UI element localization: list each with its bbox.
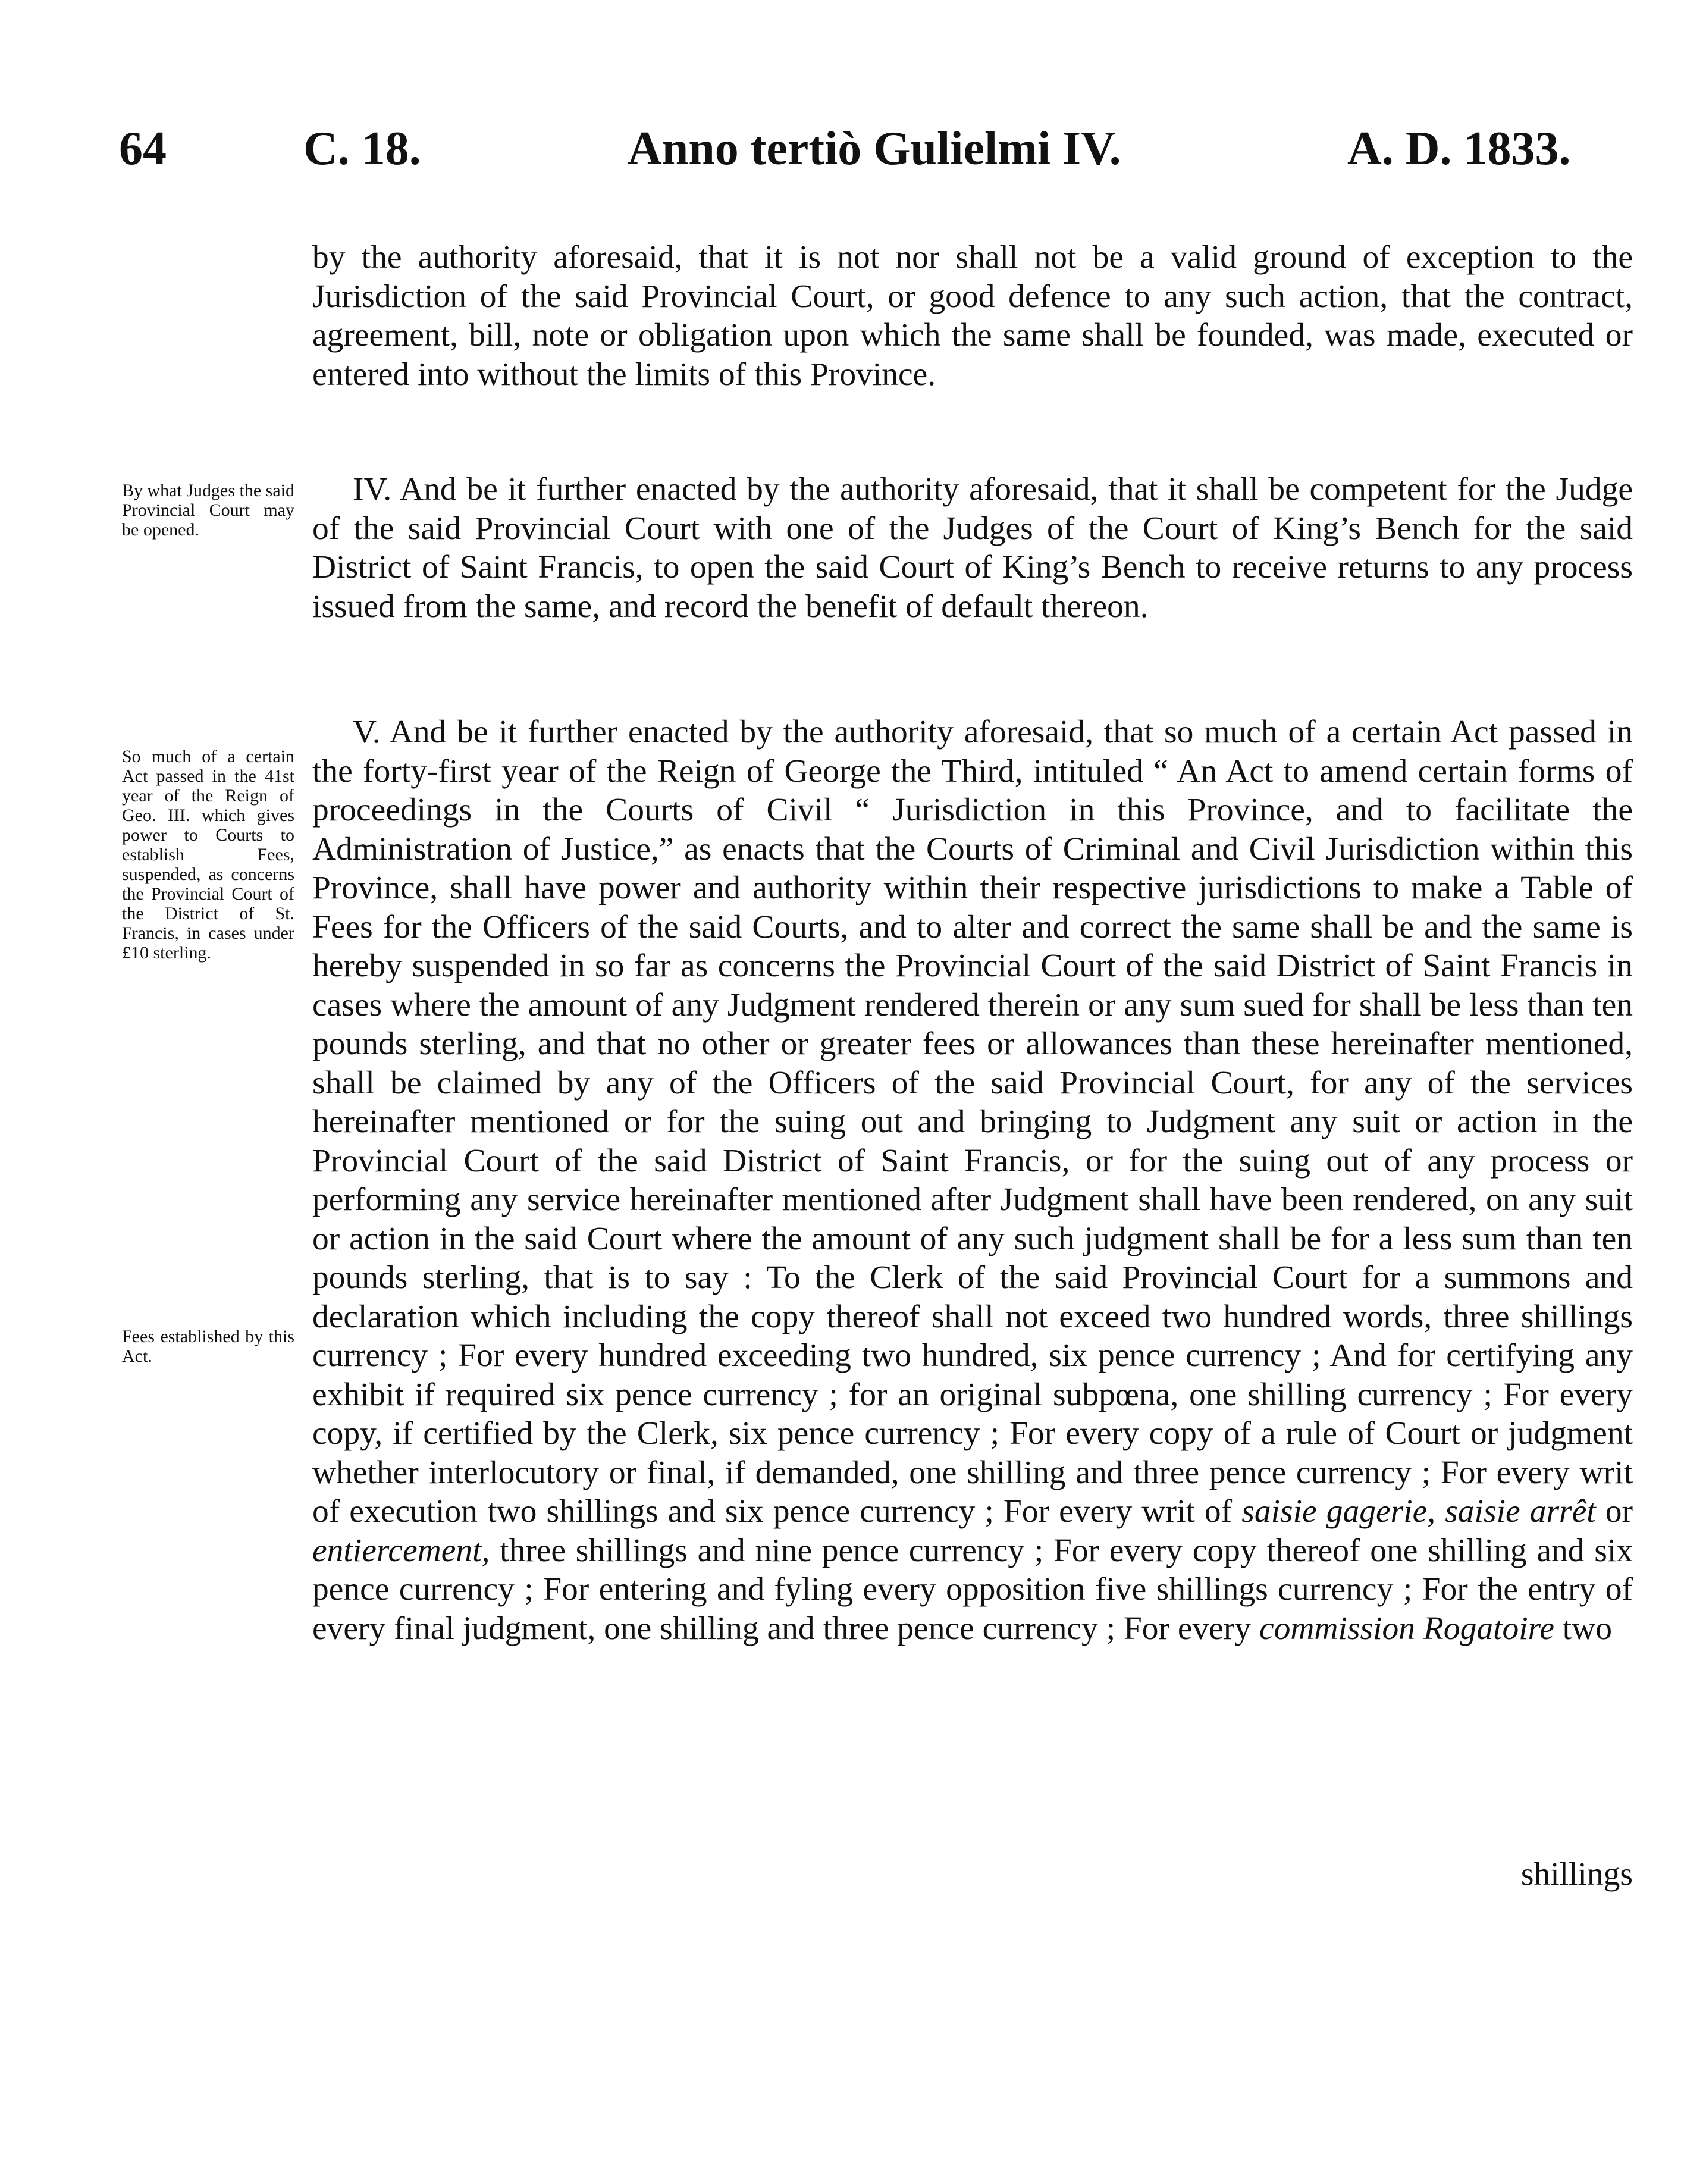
connector-text: or [1595,1493,1633,1530]
catchword: shillings [1520,1856,1633,1892]
section-v [312,713,1633,1648]
year: A. D. 1833. [1347,123,1571,175]
section-v-text-part2: three shillings and nine pence currency ; For every copy thereof one shilling and six pence currency ; For entering and fyling every opposition five shillings currency ; For the entry of every final judgment, one shilling and three pence currency ; For every [312,1532,1633,1647]
marginal-note-text: So much of a certain Act passed in the 41st year of the Reign of Geo. III. which gives power to Courts to establish Fees, suspended, as concerns the Provincial Court of the District of St. Francis, in cases under £10 sterling. [122,747,294,963]
italic-legal-term: entiercement, [312,1532,490,1569]
section-v-text-part1: V. And be it further enacted by the authority aforesaid, that so much of a certain Act passed in the forty-first year of the Reign of George the Third, intituled “ An Act to amend certain forms of proceedings in the Courts of Civil “ Jurisdiction in this Province, and to facilitate the Administration of Justice,” as enacts that the Courts of Criminal and Civil Jurisdiction within this Province, shall have power and authority within their respective jurisdictions to make a Table of Fees for the Officers of the said Courts, and to alter and correct the same shall be and the same is hereby suspended in so far as concerns the Provincial Court of the said District of Saint Francis in cases where the amount of any Judgment rendered therein or any sum sued for shall be less than ten pounds sterling, and that no other or greater fees or allowances than these hereinafter mentioned, shall be claimed by any of the Officers of the said Provincial Court, for any of the services hereinafter mentioned or for the suing out and bringing to Judgment any suit or action in the Provincial Court of the said District of Saint Francis, or for the suing out of any process or performing any service hereinafter mentioned after Judgment shall have been rendered, on any suit or action in the said Court where the amount of any such judgment shall be for a less sum than ten pounds sterling, that is to say : To the Clerk of the said Provincial Court for a summons and declaration which including the copy thereof shall not exceed two hundred words, three shillings currency ; For every hundred exceeding two hundred, six pence currency ; And for certifying any exhibit if required six pence currency ; for an original subpœna, one shilling currency ; For every copy, if certified by the Clerk, six pence currency ; For every copy of a rule of Court or judgment whether interlocutory or final, if demanded, one shilling and three pence currency ; For every writ of execution two shillings and six pence currency ; For every writ of [312,714,1633,1530]
marginal-note-section-v [122,747,294,963]
chapter-number: C. 18. [303,123,421,175]
section-iv [312,470,1633,626]
marginal-note-section-iv [122,481,294,540]
page-number: 64 [119,123,167,175]
section-v-text-part3: two [1554,1610,1612,1647]
italic-legal-term: commission Rogatoire [1259,1610,1554,1647]
marginal-note-text: Fees established by this Act. [122,1327,294,1366]
marginal-note-fees [122,1327,294,1366]
regnal-title: Anno tertiò Gulielmi IV. [628,123,1121,175]
italic-legal-term: saisie gagerie, saisie arrêt [1241,1493,1596,1530]
section-iv-text: IV. And be it further enacted by the authority aforesaid, that it shall be competent for the Judge of the said Provincial Court with one of the Judges of the Court of King’s Bench for the said District of Saint Francis, to open the said Court of King’s Bench to receive returns to any process issued from the same, and record the benefit of default thereon. [312,471,1633,625]
marginal-note-text: By what Judges the said Provincial Court may be opened. [122,481,294,540]
paragraph-continuation [312,238,1633,394]
paragraph-text: by the authority aforesaid, that it is not nor shall not be a valid ground of exception to the Jurisdiction of the said Provincial Court, or good defence to any such action, that the contract, agreement, bill, note or obligation upon which the same shall be founded, was made, executed or entered into without the limits of this Province. [312,239,1633,393]
running-header [0,119,1706,184]
section-v-text [312,713,1633,1648]
